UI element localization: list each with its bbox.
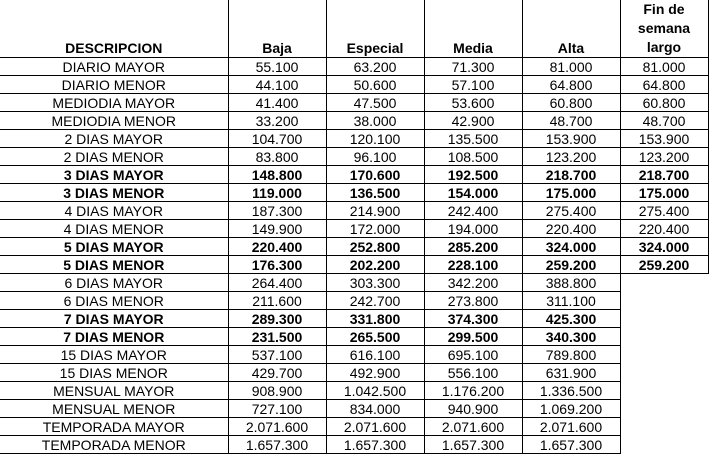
cell-fin-empty xyxy=(620,328,708,346)
cell-fin: 275.400 xyxy=(620,202,708,220)
cell-alta: 81.000 xyxy=(522,58,620,76)
cell-alta: 175.000 xyxy=(522,184,620,202)
cell-alta: 311.100 xyxy=(522,292,620,310)
cell-baja: 41.400 xyxy=(228,94,326,112)
cell-baja: 55.100 xyxy=(228,58,326,76)
cell-media: 71.300 xyxy=(424,58,522,76)
cell-alta: 324.000 xyxy=(522,238,620,256)
cell-media: 154.000 xyxy=(424,184,522,202)
header-media: Media xyxy=(424,0,522,58)
cell-fin: 153.900 xyxy=(620,130,708,148)
cell-desc: MEDIODIA MENOR xyxy=(0,112,228,130)
table-header-row xyxy=(0,0,708,58)
cell-media: 53.600 xyxy=(424,94,522,112)
table-row xyxy=(0,238,708,256)
table-row xyxy=(0,382,708,400)
cell-especial: 303.300 xyxy=(326,274,424,292)
cell-alta: 1.336.500 xyxy=(522,382,620,400)
cell-media: 242.400 xyxy=(424,202,522,220)
cell-desc: TEMPORADA MENOR xyxy=(0,436,228,454)
cell-fin: 81.000 xyxy=(620,58,708,76)
cell-alta: 275.400 xyxy=(522,202,620,220)
cell-fin-empty xyxy=(620,382,708,400)
cell-baja: 908.900 xyxy=(228,382,326,400)
cell-alta: 153.900 xyxy=(522,130,620,148)
cell-baja: 1.657.300 xyxy=(228,436,326,454)
cell-especial: 136.500 xyxy=(326,184,424,202)
header-fin-line2: semana xyxy=(637,20,691,36)
cell-especial: 265.500 xyxy=(326,328,424,346)
table-row xyxy=(0,94,708,112)
cell-media: 556.100 xyxy=(424,364,522,382)
cell-fin: 218.700 xyxy=(620,166,708,184)
header-fin-line3: largo xyxy=(646,39,682,55)
cell-baja: 33.200 xyxy=(228,112,326,130)
cell-especial: 50.600 xyxy=(326,76,424,94)
cell-desc: 6 DIAS MENOR xyxy=(0,292,228,310)
cell-alta: 220.400 xyxy=(522,220,620,238)
cell-desc: 2 DIAS MENOR xyxy=(0,148,228,166)
cell-desc: 15 DIAS MAYOR xyxy=(0,346,228,364)
header-alta: Alta xyxy=(522,0,620,58)
cell-media: 285.200 xyxy=(424,238,522,256)
cell-fin: 324.000 xyxy=(620,238,708,256)
cell-media: 1.176.200 xyxy=(424,382,522,400)
table-row xyxy=(0,436,708,454)
table-row xyxy=(0,328,708,346)
cell-baja: 231.500 xyxy=(228,328,326,346)
cell-fin-empty xyxy=(620,400,708,418)
cell-especial: 242.700 xyxy=(326,292,424,310)
cell-alta: 2.071.600 xyxy=(522,418,620,436)
cell-fin-empty xyxy=(620,418,708,436)
cell-especial: 172.000 xyxy=(326,220,424,238)
cell-fin: 48.700 xyxy=(620,112,708,130)
cell-especial: 331.800 xyxy=(326,310,424,328)
table-row xyxy=(0,130,708,148)
cell-media: 273.800 xyxy=(424,292,522,310)
table-row xyxy=(0,292,708,310)
cell-fin: 64.800 xyxy=(620,76,708,94)
cell-desc: 3 DIAS MENOR xyxy=(0,184,228,202)
cell-baja: 429.700 xyxy=(228,364,326,382)
table-row xyxy=(0,184,708,202)
cell-media: 135.500 xyxy=(424,130,522,148)
cell-alta: 789.800 xyxy=(522,346,620,364)
table-row xyxy=(0,274,708,292)
cell-especial: 63.200 xyxy=(326,58,424,76)
cell-especial: 214.900 xyxy=(326,202,424,220)
table-row xyxy=(0,148,708,166)
cell-alta: 425.300 xyxy=(522,310,620,328)
cell-desc: MEDIODIA MAYOR xyxy=(0,94,228,112)
cell-desc: 6 DIAS MAYOR xyxy=(0,274,228,292)
cell-baja: 176.300 xyxy=(228,256,326,274)
cell-alta: 48.700 xyxy=(522,112,620,130)
cell-baja: 148.800 xyxy=(228,166,326,184)
cell-desc: 15 DIAS MENOR xyxy=(0,364,228,382)
cell-alta: 218.700 xyxy=(522,166,620,184)
cell-baja: 149.900 xyxy=(228,220,326,238)
cell-especial: 492.900 xyxy=(326,364,424,382)
header-baja: Baja xyxy=(228,0,326,58)
cell-media: 192.500 xyxy=(424,166,522,184)
cell-baja: 220.400 xyxy=(228,238,326,256)
cell-especial: 38.000 xyxy=(326,112,424,130)
cell-desc: MENSUAL MAYOR xyxy=(0,382,228,400)
cell-desc: TEMPORADA MAYOR xyxy=(0,418,228,436)
cell-fin-empty xyxy=(620,364,708,382)
cell-desc: 3 DIAS MAYOR xyxy=(0,166,228,184)
cell-baja: 119.000 xyxy=(228,184,326,202)
cell-baja: 211.600 xyxy=(228,292,326,310)
cell-alta: 1.069.200 xyxy=(522,400,620,418)
cell-especial: 252.800 xyxy=(326,238,424,256)
cell-especial: 834.000 xyxy=(326,400,424,418)
cell-fin: 60.800 xyxy=(620,94,708,112)
cell-alta: 388.800 xyxy=(522,274,620,292)
cell-desc: DIARIO MENOR xyxy=(0,76,228,94)
header-descripcion: DESCRIPCION xyxy=(0,0,228,58)
cell-baja: 264.400 xyxy=(228,274,326,292)
cell-desc: 4 DIAS MENOR xyxy=(0,220,228,238)
cell-especial: 1.657.300 xyxy=(326,436,424,454)
cell-fin-empty xyxy=(620,310,708,328)
cell-especial: 2.071.600 xyxy=(326,418,424,436)
cell-baja: 727.100 xyxy=(228,400,326,418)
cell-especial: 47.500 xyxy=(326,94,424,112)
cell-desc: 5 DIAS MENOR xyxy=(0,256,228,274)
cell-media: 57.100 xyxy=(424,76,522,94)
cell-desc: 7 DIAS MAYOR xyxy=(0,310,228,328)
cell-alta: 64.800 xyxy=(522,76,620,94)
cell-baja: 104.700 xyxy=(228,130,326,148)
table-row xyxy=(0,364,708,382)
cell-baja: 83.800 xyxy=(228,148,326,166)
table-row xyxy=(0,256,708,274)
table-row xyxy=(0,202,708,220)
table-row xyxy=(0,346,708,364)
cell-media: 1.657.300 xyxy=(424,436,522,454)
cell-especial: 616.100 xyxy=(326,346,424,364)
cell-desc: DIARIO MAYOR xyxy=(0,58,228,76)
cell-baja: 44.100 xyxy=(228,76,326,94)
cell-media: 374.300 xyxy=(424,310,522,328)
cell-alta: 1.657.300 xyxy=(522,436,620,454)
cell-media: 695.100 xyxy=(424,346,522,364)
cell-media: 940.900 xyxy=(424,400,522,418)
cell-alta: 123.200 xyxy=(522,148,620,166)
cell-media: 42.900 xyxy=(424,112,522,130)
cell-fin-empty xyxy=(620,292,708,310)
cell-alta: 259.200 xyxy=(522,256,620,274)
cell-desc: 2 DIAS MAYOR xyxy=(0,130,228,148)
cell-especial: 96.100 xyxy=(326,148,424,166)
cell-desc: MENSUAL MENOR xyxy=(0,400,228,418)
cell-fin: 175.000 xyxy=(620,184,708,202)
table-row xyxy=(0,400,708,418)
cell-fin-empty xyxy=(620,436,708,454)
cell-media: 228.100 xyxy=(424,256,522,274)
cell-especial: 120.100 xyxy=(326,130,424,148)
cell-desc: 4 DIAS MAYOR xyxy=(0,202,228,220)
cell-media: 108.500 xyxy=(424,148,522,166)
table-row xyxy=(0,76,708,94)
cell-alta: 340.300 xyxy=(522,328,620,346)
cell-alta: 60.800 xyxy=(522,94,620,112)
cell-baja: 2.071.600 xyxy=(228,418,326,436)
cell-especial: 170.600 xyxy=(326,166,424,184)
cell-especial: 1.042.500 xyxy=(326,382,424,400)
cell-fin-empty xyxy=(620,274,708,292)
header-fin-de-semana-largo xyxy=(620,0,708,58)
cell-fin: 259.200 xyxy=(620,256,708,274)
cell-baja: 537.100 xyxy=(228,346,326,364)
cell-especial: 202.200 xyxy=(326,256,424,274)
table-row xyxy=(0,166,708,184)
header-fin-line1: Fin de xyxy=(643,1,685,17)
table-row xyxy=(0,418,708,436)
cell-baja: 289.300 xyxy=(228,310,326,328)
header-especial: Especial xyxy=(326,0,424,58)
cell-media: 2.071.600 xyxy=(424,418,522,436)
cell-media: 342.200 xyxy=(424,274,522,292)
table-body xyxy=(0,58,708,454)
cell-fin: 220.400 xyxy=(620,220,708,238)
cell-desc: 7 DIAS MENOR xyxy=(0,328,228,346)
table-row xyxy=(0,220,708,238)
table-row xyxy=(0,310,708,328)
cell-fin-empty xyxy=(620,346,708,364)
cell-baja: 187.300 xyxy=(228,202,326,220)
cell-media: 299.500 xyxy=(424,328,522,346)
cell-desc: 5 DIAS MAYOR xyxy=(0,238,228,256)
cell-fin: 123.200 xyxy=(620,148,708,166)
cell-media: 194.000 xyxy=(424,220,522,238)
table-row xyxy=(0,112,708,130)
table-row xyxy=(0,58,708,76)
cell-alta: 631.900 xyxy=(522,364,620,382)
